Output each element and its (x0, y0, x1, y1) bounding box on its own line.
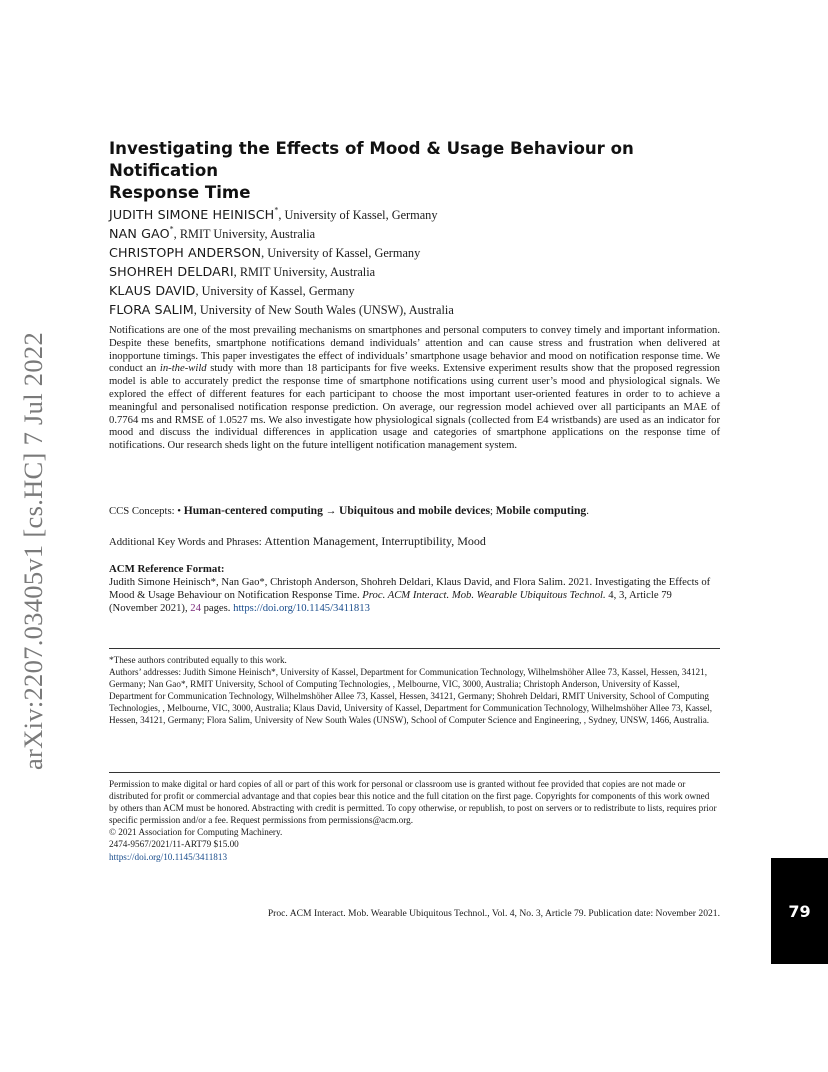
author-name: JUDITH SIMONE HEINISCH (109, 207, 275, 222)
issn-line: 2474-9567/2021/11-ART79 $15.00 (109, 839, 239, 850)
author-affiliation: , University of New South Wales (UNSW), Australia (193, 303, 454, 317)
keywords-value: Attention Management, Interruptibility, Mood (264, 534, 486, 548)
ccs-arrow: → (322, 505, 339, 517)
author-item (109, 300, 729, 319)
author-name: NAN GAO (109, 226, 170, 241)
reference-body (109, 576, 720, 615)
author-affiliation: , University of Kassel, Germany (278, 208, 438, 222)
ccs-concept-hcc: Human-centered computing (183, 504, 323, 517)
reference-authors: Judith Simone Heinisch*, Nan Gao*, Christoph Anderson, Shohreh Deldari, Klaus David, and Flora Salim. 2021. Investigating the Effects of Mood & Usage Behaviour on Notification Response Time. (109, 577, 711, 601)
ccs-end: . (586, 505, 589, 517)
abstract-text-cont: study with more than 18 participants for five weeks. Extensive experiment results show that the proposed regression model is able to accurately predict the response time of smartphone notifications using current user’s mood and physiological signals. We explored the effect of different features for each participant to choose the most important user-oriented features in order to to achieve a meaningful and personalised notification response prediction. On average, our regression model achieved over all participants an MAE of 0.7764 ms and RMSE of 1.0527 ms. We also investigate how physiological signals (collected from E4 wristbands) are used as an indicator for mood and discuss the individual differences in application usage and categories of smartphone applications on the response time of notifications. Our research sheds light on the future intelligent notification management system. (109, 363, 720, 452)
title-line-2: Response Time (109, 183, 251, 202)
abstract-emphasis: in-the-wild (159, 363, 207, 375)
author-name: KLAUS DAVID (109, 283, 196, 298)
author-item (109, 281, 729, 300)
author-name: SHOHREH DELDARI (109, 264, 234, 279)
equal-contribution-note: *These authors contributed equally to this work. (109, 655, 287, 665)
paper-title (109, 138, 729, 204)
author-affiliation: , University of Kassel, Germany (261, 246, 421, 260)
ccs-concept-ubiquitous: Ubiquitous and mobile devices (338, 504, 491, 517)
reference-heading: ACM Reference Format: (109, 563, 225, 575)
reference-details: 4, 3, Article 79 (November 2021), (109, 590, 672, 614)
author-item (109, 243, 729, 262)
author-addresses: Authors’ addresses: Judith Simone Heinisch*, University of Kassel, Department for Communication Technology, Wilhelmshöher Allee 73, Kassel, Hessen, 34121, Germany; Nan Gao*, RMIT University, School of Computing Technologies, , Melbourne, VIC, 3000, Australia; Christoph Anderson, University of Kassel, Department for Communication Technology, Wilhelmshöher Allee 73, Kassel, Hessen, 34121, Germany; Shohreh Deldari, RMIT University, School of Computing Technologies, , Melbourne, VIC, 3000, Australia; Klaus David, University of Kassel, Department for Communication Technology, Wilhelmshöher Allee 73, Kassel, Hessen, 34121, Germany; Flora Salim, University of New South Wales (UNSW), School of Computer Science and Engineering, , Sydney, UNSW, 1466, Australia. (109, 667, 712, 726)
equal-contribution-mark: * (169, 224, 174, 234)
author-affiliation: , University of Kassel, Germany (195, 284, 355, 298)
page-number-box (771, 858, 828, 964)
abstract (109, 325, 720, 453)
reference-venue: Proc. ACM Interact. Mob. Wearable Ubiquitous Technol. (362, 590, 606, 601)
copyright-line: © 2021 Association for Computing Machinery. (109, 827, 283, 838)
author-item (109, 224, 729, 243)
author-list (109, 205, 729, 319)
acm-reference-format (109, 563, 720, 615)
permission-doi-link[interactable]: https://doi.org/10.1145/3411813 (109, 851, 228, 862)
keywords-label: Additional Key Words and Phrases: (109, 536, 265, 548)
ccs-label: CCS Concepts: • (109, 505, 184, 517)
arxiv-stamp: arXiv:2207.03405v1 [cs.HC] 7 Jul 2022 (18, 331, 48, 770)
keywords (109, 534, 729, 549)
ccs-separator: ; (490, 505, 496, 517)
author-name: FLORA SALIM (109, 302, 194, 317)
reference-pages-suffix: pages. (200, 603, 234, 614)
reference-page-count: 24 (190, 603, 201, 614)
title-line-1: Investigating the Effects of Mood & Usage Behaviour on Notification (109, 139, 634, 180)
author-item (109, 205, 729, 224)
page-footer: Proc. ACM Interact. Mob. Wearable Ubiquitous Technol., Vol. 4, No. 3, Article 79. Publication date: November 2021. (267, 908, 720, 919)
ccs-concept-mobile: Mobile computing (495, 504, 587, 517)
author-footnotes (109, 654, 720, 727)
author-item (109, 262, 729, 281)
equal-contribution-mark: * (274, 205, 279, 215)
footnote-divider (109, 648, 720, 649)
abstract-text: Notifications are one of the most prevailing mechanisms on smartphones and personal computers to convey timely and important information. Despite these benefits, smartphone notifications demand individuals’ attention and can cause stress and frustration when delivered at inopportune timings. This paper investigates the effect of individuals’ smartphone usage behavior and mood on notification response time. We conduct an (109, 325, 720, 375)
author-name: CHRISTOPH ANDERSON (109, 245, 262, 260)
permission-text: Permission to make digital or hard copies of all or part of this work for personal or classroom use is granted without fee provided that copies are not made or distributed for profit or commercial advantage and that copies bear this notice and the full citation on the first page. Copyrights for components of this work owned by others than ACM must be honored. Abstracting with credit is permitted. To copy otherwise, or republish, to post on servers or to redistribute to lists, requires prior specific permission and/or a fee. Request permissions from permissions@acm.org. (109, 779, 717, 826)
permission-divider (109, 772, 720, 773)
author-affiliation: , RMIT University, Australia (233, 265, 376, 279)
page-number: 79 (788, 901, 811, 921)
reference-doi-link[interactable]: https://doi.org/10.1145/3411813 (233, 603, 370, 614)
ccs-concepts (109, 504, 729, 517)
author-affiliation: , RMIT University, Australia (173, 227, 316, 241)
permission-notice (109, 778, 720, 863)
